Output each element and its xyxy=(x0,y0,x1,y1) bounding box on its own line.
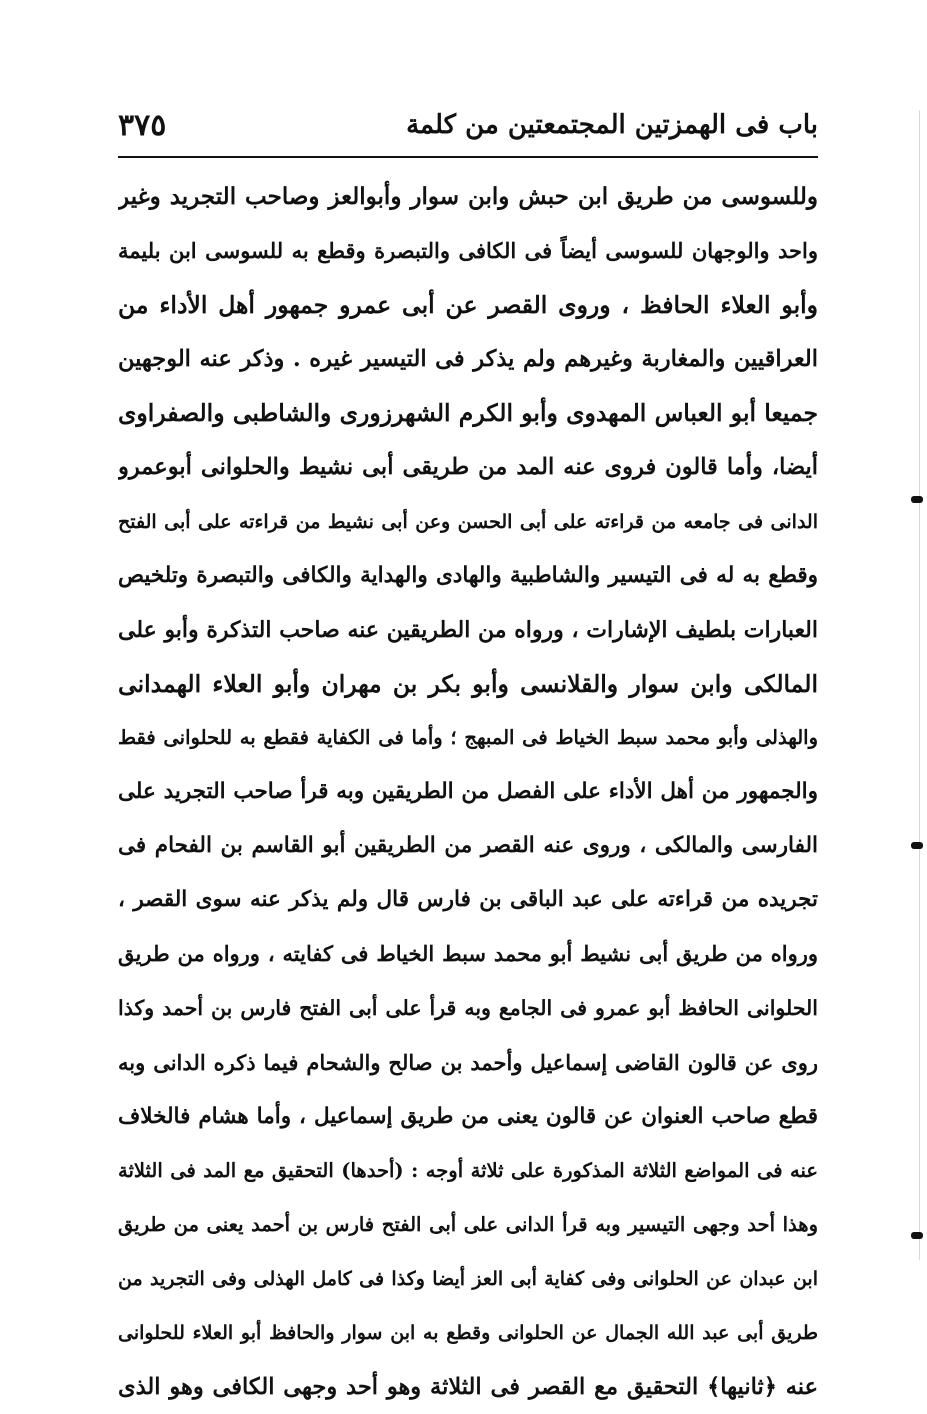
text-line: الدانى فى جامعه من قراءته على أبى الحسن وعن أبى نشيط من قراءته على أبى الفتح xyxy=(118,510,818,533)
text-line: ورواه من طريق أبى نشيط أبو محمد سبط الخياط فى كفايته ، ورواه من طريق xyxy=(118,941,818,967)
text-line: الحلوانى الحافظ أبو عمرو فى الجامع وبه قرأ على أبى الفتح فارس بن أحمد وكذا xyxy=(118,996,818,1021)
text-line: طريق أبى عبد الله الجمال عن الحلوانى وقطع به ابن سوار والحافظ أبو العلاء للحلوانى xyxy=(118,1321,818,1344)
page-number: ٣٧٥ xyxy=(118,108,167,143)
text-line: وقطع به له فى التيسير والشاطبية والهادى والهداية والكافى والتبصرة وتلخيص xyxy=(118,562,818,588)
text-line: العراقيين والمغاربة وغيرهم ولم يذكر فى التيسير غيره . وذكر عنه الوجهين xyxy=(118,346,818,373)
text-line: جميعا أبو العباس المهدوى وأبو الكرم الشهرزورى والشاطبى والصفراوى xyxy=(118,399,818,428)
text-line: المالكى وابن سوار والقلانسى وأبو بكر بن مهران وأبو العلاء الهمدانى xyxy=(118,669,818,698)
margin-mark xyxy=(911,1232,923,1239)
margin-mark xyxy=(911,842,923,849)
page-header xyxy=(118,108,818,148)
page-edge-shadow xyxy=(919,110,920,1260)
text-line: والهذلى وأبو محمد سبط الخياط فى المبهج ؛ وأما فى الكفاية فقطع به للحلوانى فقط xyxy=(118,725,818,749)
text-line: واحد والوجهان للسوسى أيضاً فى الكافى والتبصرة وقطع به للسوسى ابن بليمة xyxy=(118,238,818,264)
text-line: أيضا، وأما قالون فروى عنه المد من طريقى أبى نشيط والحلوانى أبوعمرو xyxy=(118,454,818,481)
text-line: عنه فى المواضع الثلاثة المذكورة على ثلاثة أوجه : (أحدها) التحقيق مع المد فى الثلاثة xyxy=(118,1158,818,1182)
text-line: تجريده من قراءته على عبد الباقى بن فارس قال ولم يذكر عنه سوى القصر ، xyxy=(118,887,818,913)
text-line: عنه ﴿ثانيها﴾ التحقيق مع القصر فى الثلاثة وهو أحد وجهى الكافى وهو الذى xyxy=(118,1374,818,1401)
text-line: ابن عبدان عن الحلوانى وفى كفاية أبى العز أيضا وكذا فى كامل الهذلى وفى التجريد من xyxy=(118,1267,818,1290)
text-line: الفارسى والمالكى ، وروى عنه القصر من الطريقين أبو القاسم بن الفحام فى xyxy=(118,833,818,859)
running-title: باب فى الهمزتين المجتمعتين من كلمة xyxy=(406,110,818,140)
header-rule xyxy=(118,156,818,158)
text-line: قطع صاحب العنوان عن قالون يعنى من طريق إسماعيل ، وأما هشام فالخلاف xyxy=(118,1103,818,1129)
text-line: وهذا أحد وجهى التيسير وبه قرأ الدانى على أبى الفتح فارس بن أحمد يعنى من طريق xyxy=(118,1212,818,1236)
text-line: روى عن قالون القاضى إسماعيل وأحمد بن صالح والشحام فيما ذكره الدانى وبه xyxy=(118,1049,818,1075)
text-line: وأبو العلاء الحافظ ، وروى القصر عن أبى عمرو جمهور أهل الأداء من xyxy=(118,291,818,320)
margin-mark xyxy=(911,496,923,503)
text-line: والجمهور من أهل الأداء على الفصل من الطريقين وبه قرأ صاحب التجريد على xyxy=(118,779,818,805)
body-text xyxy=(118,170,818,1414)
text-line: وللسوسى من طريق ابن حبش وابن سوار وأبوالعز وصاحب التجريد وغير xyxy=(118,183,818,210)
text-line: العبارات بلطيف الإشارات ، ورواه من الطريقين عنه صاحب التذكرة وأبو على xyxy=(118,616,818,643)
